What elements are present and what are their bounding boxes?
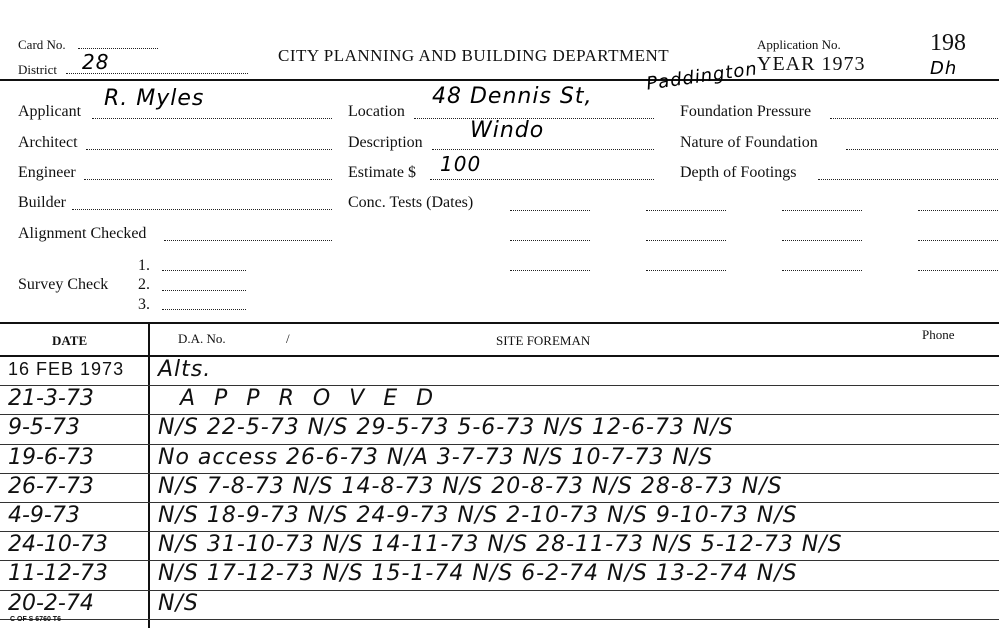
district-value: 28 bbox=[82, 50, 110, 74]
applicant-value: R. Myles bbox=[104, 86, 205, 111]
conc-line-1d bbox=[918, 210, 998, 211]
estimate-value: 100 bbox=[440, 152, 482, 176]
description-line bbox=[432, 149, 654, 150]
engineer-label: Engineer bbox=[18, 164, 76, 181]
conc-tests-label: Conc. Tests (Dates) bbox=[348, 194, 474, 211]
row-date: 11-12-73 bbox=[8, 561, 108, 587]
depth-footings-label: Depth of Footings bbox=[680, 164, 797, 181]
alignment-line bbox=[164, 240, 332, 241]
table-row-rule bbox=[0, 385, 999, 386]
da-no-header: D.A. No. bbox=[178, 331, 226, 346]
card-no-label: Card No. bbox=[18, 37, 66, 52]
row-entry: N/S 31-10-73 N/S 14-11-73 N/S 28-11-73 N/S 5-12-73 N/S bbox=[158, 532, 843, 558]
description-value: Windo bbox=[470, 118, 545, 143]
site-foreman-header: SITE FOREMAN bbox=[496, 333, 591, 348]
row-date: 9-5-73 bbox=[8, 415, 80, 441]
conc-line-1c bbox=[782, 210, 862, 211]
phone-header: Phone bbox=[922, 327, 955, 342]
row-entry: N/S 7-8-73 N/S 14-8-73 N/S 20-8-73 N/S 28-8-73 N/S bbox=[158, 473, 783, 499]
survey-2-line bbox=[162, 290, 246, 291]
conc-line-2b bbox=[646, 240, 726, 241]
date-header: DATE bbox=[52, 333, 88, 348]
row-date: 21-3-73 bbox=[8, 386, 94, 412]
engineer-line bbox=[84, 179, 332, 180]
applicant-label: Applicant bbox=[18, 103, 82, 120]
conc-line-3d bbox=[918, 270, 998, 271]
row-entry: No access 26-6-73 N/A 3-7-73 N/S 10-7-73 N/S bbox=[158, 444, 714, 470]
row-entry: N/S 22-5-73 N/S 29-5-73 5-6-73 N/S 12-6-73 N/S bbox=[158, 415, 734, 441]
row-date: 26-7-73 bbox=[8, 473, 94, 499]
row-entry: Alts. bbox=[158, 357, 212, 382]
row-entry: N/S 17-12-73 N/S 15-1-74 N/S 6-2-74 N/S 13-2-74 N/S bbox=[158, 561, 798, 587]
nature-foundation-label: Nature of Foundation bbox=[680, 134, 818, 151]
row-date: 19-6-73 bbox=[8, 444, 94, 470]
conc-line-2d bbox=[918, 240, 998, 241]
architect-line bbox=[86, 149, 332, 150]
application-no-value: 198 bbox=[930, 30, 966, 56]
survey-3-label: 3. bbox=[138, 296, 150, 313]
conc-line-3b bbox=[646, 270, 726, 271]
table-row-rule bbox=[0, 590, 999, 591]
table-top-divider bbox=[0, 322, 999, 324]
estimate-line bbox=[430, 179, 654, 180]
description-label: Description bbox=[348, 134, 423, 151]
header-divider bbox=[0, 79, 999, 81]
conc-line-1b bbox=[646, 210, 726, 211]
builder-label: Builder bbox=[18, 194, 66, 211]
form-code: C OF S 6760 T6 bbox=[10, 616, 61, 623]
conc-line-3c bbox=[782, 270, 862, 271]
nature-foundation-line bbox=[846, 149, 998, 150]
survey-3-line bbox=[162, 309, 246, 310]
date-column-divider bbox=[148, 322, 150, 628]
conc-line-2c bbox=[782, 240, 862, 241]
foundation-pressure-label: Foundation Pressure bbox=[680, 103, 812, 120]
location-label: Location bbox=[348, 103, 405, 120]
conc-line-3a bbox=[510, 270, 590, 271]
alignment-label: Alignment Checked bbox=[18, 225, 147, 242]
row-entry: N/S 18-9-73 N/S 24-9-73 N/S 2-10-73 N/S 9-10-73 N/S bbox=[158, 503, 798, 528]
table-row-rule bbox=[0, 619, 999, 620]
card-no-line bbox=[78, 48, 158, 49]
applicant-line bbox=[92, 118, 332, 119]
application-no-suffix: Dh bbox=[930, 58, 958, 79]
row-date: 16 FEB 1973 bbox=[8, 359, 125, 379]
row-entry: A P P R O V E D bbox=[180, 386, 440, 412]
row-date: 20-2-74 bbox=[8, 590, 94, 616]
builder-line bbox=[72, 209, 332, 210]
conc-line-1a bbox=[510, 210, 590, 211]
estimate-label: Estimate $ bbox=[348, 164, 416, 181]
page-title: CITY PLANNING AND BUILDING DEPARTMENT bbox=[278, 46, 670, 65]
survey-2-label: 2. bbox=[138, 276, 150, 293]
conc-line-2a bbox=[510, 240, 590, 241]
row-entry: N/S bbox=[158, 590, 199, 616]
survey-1-line bbox=[162, 270, 246, 271]
architect-label: Architect bbox=[18, 134, 78, 151]
location-value: 48 Dennis St, bbox=[432, 84, 593, 109]
da-slash: / bbox=[286, 331, 290, 346]
suburb-value: Paddington bbox=[645, 58, 759, 95]
survey-1-label: 1. bbox=[138, 257, 150, 274]
table-header-divider bbox=[0, 355, 999, 357]
year-label: YEAR 1973 bbox=[757, 53, 866, 75]
row-date: 4-9-73 bbox=[8, 503, 80, 528]
depth-footings-line bbox=[818, 179, 998, 180]
application-no-label: Application No. bbox=[757, 37, 841, 52]
foundation-pressure-line bbox=[830, 118, 998, 119]
row-date: 24-10-73 bbox=[8, 532, 108, 558]
survey-check-label: Survey Check bbox=[18, 276, 109, 293]
district-label: District bbox=[18, 62, 57, 77]
